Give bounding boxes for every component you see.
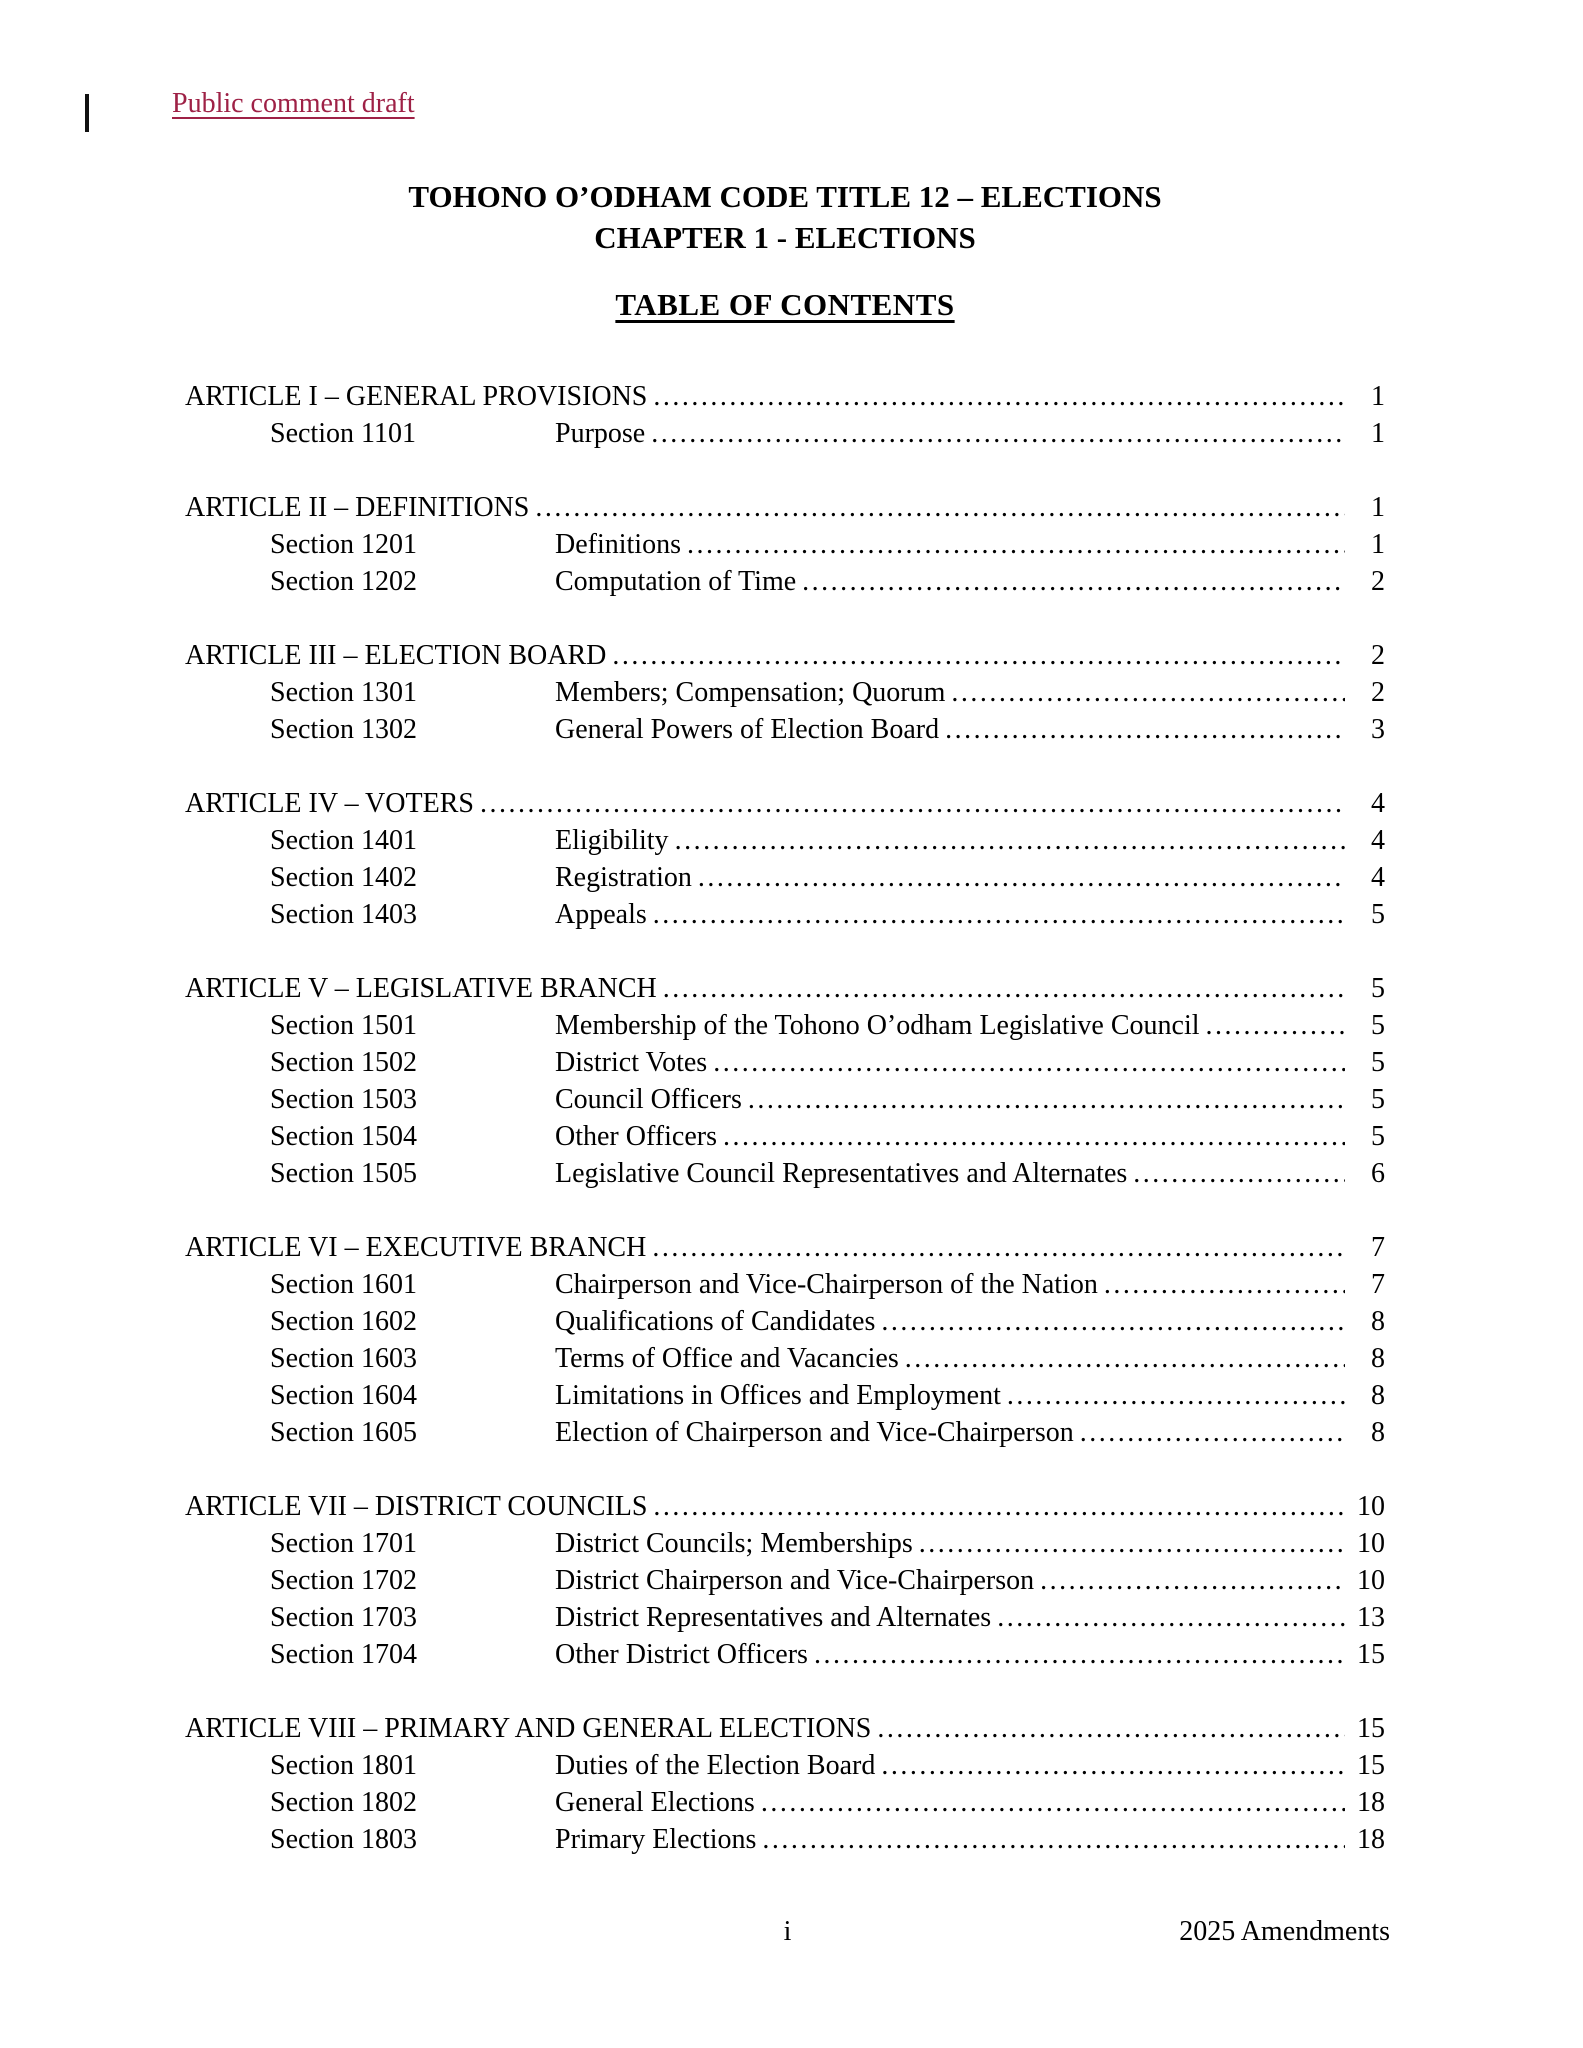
dot-leader (919, 1525, 1345, 1562)
dot-leader (653, 1488, 1345, 1525)
article-page: 5 (1371, 973, 1385, 1004)
section-page: 6 (1371, 1158, 1385, 1189)
article-title: ARTICLE VI – EXECUTIVE BRANCH (185, 1232, 647, 1263)
section-page: 10 (1357, 1565, 1385, 1596)
section-title: Computation of Time (555, 566, 797, 597)
section-title: District Representatives and Alternates (555, 1602, 992, 1633)
section-page: 2 (1371, 566, 1385, 597)
section-title: Qualifications of Candidates (555, 1306, 876, 1337)
section-title: General Elections (555, 1787, 755, 1818)
article-title: ARTICLE II – DEFINITIONS (185, 492, 530, 523)
section-page: 4 (1371, 825, 1385, 856)
section-number: Section 1801 (270, 1750, 417, 1781)
section-title: District Chairperson and Vice-Chairperson (555, 1565, 1035, 1596)
section-page: 8 (1371, 1343, 1385, 1374)
section-page: 7 (1371, 1269, 1385, 1300)
section-number: Section 1602 (270, 1306, 417, 1337)
dot-leader (762, 1821, 1345, 1858)
section-title: Other District Officers (555, 1639, 808, 1670)
toc-article-row (185, 970, 1385, 1007)
section-number: Section 1702 (270, 1565, 417, 1596)
section-number: Section 1101 (270, 418, 416, 449)
section-number: Section 1603 (270, 1343, 417, 1374)
article-page: 10 (1357, 1491, 1385, 1522)
section-title: Members; Compensation; Quorum (555, 677, 946, 708)
section-title: District Votes (555, 1047, 708, 1078)
section-number: Section 1502 (270, 1047, 417, 1078)
section-page: 1 (1371, 418, 1385, 449)
dot-leader (877, 1710, 1345, 1747)
toc-section-row (185, 1340, 1385, 1377)
section-number: Section 1601 (270, 1269, 417, 1300)
section-title: Eligibility (555, 825, 669, 856)
section-title: Council Officers (555, 1084, 742, 1115)
section-title: Purpose (555, 418, 646, 449)
section-title: Legislative Council Representatives and Alternates (555, 1158, 1128, 1189)
dot-leader (1080, 1414, 1345, 1451)
toc-section-row (185, 859, 1385, 896)
section-page: 5 (1371, 1121, 1385, 1152)
toc-article-row (185, 1488, 1385, 1525)
dot-leader (881, 1303, 1345, 1340)
document-title-line2: CHAPTER 1 - ELECTIONS (594, 220, 976, 255)
section-number: Section 1701 (270, 1528, 417, 1559)
dot-leader (698, 859, 1345, 896)
toc-section-row (185, 1044, 1385, 1081)
section-page: 1 (1371, 529, 1385, 560)
section-title: District Councils; Memberships (555, 1528, 913, 1559)
section-number: Section 1802 (270, 1787, 417, 1818)
dot-leader (535, 489, 1345, 526)
dot-leader (1104, 1266, 1345, 1303)
section-page: 8 (1371, 1380, 1385, 1411)
article-title: ARTICLE I – GENERAL PROVISIONS (185, 381, 648, 412)
section-number: Section 1604 (270, 1380, 417, 1411)
toc-section-row (185, 563, 1385, 600)
dot-leader (1007, 1377, 1345, 1414)
article-page: 4 (1371, 788, 1385, 819)
toc-article-group (185, 637, 1385, 748)
toc-section-row (185, 1636, 1385, 1673)
toc-section-row (185, 1007, 1385, 1044)
dot-leader (814, 1636, 1345, 1673)
section-title: Terms of Office and Vacancies (555, 1343, 899, 1374)
article-title: ARTICLE VII – DISTRICT COUNCILS (185, 1491, 648, 1522)
section-number: Section 1504 (270, 1121, 417, 1152)
section-number: Section 1505 (270, 1158, 417, 1189)
section-title: Chairperson and Vice-Chairperson of the Nation (555, 1269, 1098, 1300)
section-page: 5 (1371, 899, 1385, 930)
dot-leader (612, 637, 1345, 674)
dot-leader (761, 1784, 1345, 1821)
draft-watermark-label: Public comment draft (172, 88, 415, 119)
toc-article-group (185, 378, 1385, 452)
toc-section-row (185, 1155, 1385, 1192)
page-footer (185, 1916, 1390, 1956)
section-number: Section 1703 (270, 1602, 417, 1633)
section-page: 2 (1371, 677, 1385, 708)
section-page: 5 (1371, 1010, 1385, 1041)
document-title-line1: TOHONO O’ODHAM CODE TITLE 12 – ELECTIONS (408, 179, 1162, 214)
document-title (185, 176, 1385, 258)
section-number: Section 1402 (270, 862, 417, 893)
toc-section-row (185, 1747, 1385, 1784)
section-title: Election of Chairperson and Vice-Chairperson (555, 1417, 1074, 1448)
article-page: 15 (1357, 1713, 1385, 1744)
toc-section-row (185, 896, 1385, 933)
article-page: 7 (1371, 1232, 1385, 1263)
section-number: Section 1302 (270, 714, 417, 745)
section-title: Registration (555, 862, 692, 893)
section-number: Section 1403 (270, 899, 417, 930)
toc-article-group (185, 1710, 1385, 1858)
section-number: Section 1501 (270, 1010, 417, 1041)
article-title: ARTICLE V – LEGISLATIVE BRANCH (185, 973, 657, 1004)
toc-section-row (185, 526, 1385, 563)
article-title: ARTICLE VIII – PRIMARY AND GENERAL ELECTIONS (185, 1713, 872, 1744)
table-of-contents (185, 378, 1385, 1858)
section-number: Section 1803 (270, 1824, 417, 1855)
dot-leader (713, 1044, 1345, 1081)
toc-section-row (185, 1821, 1385, 1858)
dot-leader (1206, 1007, 1345, 1044)
section-title: Duties of the Election Board (555, 1750, 876, 1781)
dot-leader (652, 1229, 1345, 1266)
section-page: 3 (1371, 714, 1385, 745)
dot-leader (951, 674, 1345, 711)
dot-leader (1040, 1562, 1345, 1599)
dot-leader (905, 1340, 1345, 1377)
toc-section-row (185, 711, 1385, 748)
toc-article-group (185, 1229, 1385, 1451)
section-title: Appeals (555, 899, 647, 930)
dot-leader (480, 785, 1345, 822)
dot-leader (997, 1599, 1345, 1636)
section-page: 15 (1357, 1639, 1385, 1670)
toc-article-row (185, 785, 1385, 822)
section-number: Section 1704 (270, 1639, 417, 1670)
toc-article-group (185, 970, 1385, 1192)
section-page: 18 (1357, 1824, 1385, 1855)
section-page: 4 (1371, 862, 1385, 893)
toc-section-row (185, 1081, 1385, 1118)
article-title: ARTICLE III – ELECTION BOARD (185, 640, 607, 671)
section-number: Section 1401 (270, 825, 417, 856)
section-page: 8 (1371, 1417, 1385, 1448)
article-page: 2 (1371, 640, 1385, 671)
toc-section-row (185, 1414, 1385, 1451)
dot-leader (881, 1747, 1345, 1784)
toc-section-row (185, 1266, 1385, 1303)
dot-leader (723, 1118, 1345, 1155)
dot-leader (663, 970, 1345, 1007)
toc-article-row (185, 489, 1385, 526)
footer-page-number: i (783, 1916, 792, 1947)
article-title: ARTICLE IV – VOTERS (185, 788, 474, 819)
toc-article-row (185, 378, 1385, 415)
section-title: Definitions (555, 529, 681, 560)
toc-article-row (185, 1710, 1385, 1747)
dot-leader (1133, 1155, 1345, 1192)
section-page: 15 (1357, 1750, 1385, 1781)
dot-leader (651, 415, 1345, 452)
section-number: Section 1605 (270, 1417, 417, 1448)
toc-section-row (185, 674, 1385, 711)
section-title: Limitations in Offices and Employment (555, 1380, 1001, 1411)
revision-change-bar-icon (85, 94, 89, 132)
section-page: 10 (1357, 1528, 1385, 1559)
article-page: 1 (1371, 381, 1385, 412)
dot-leader (945, 711, 1345, 748)
section-page: 8 (1371, 1306, 1385, 1337)
section-number: Section 1202 (270, 566, 417, 597)
toc-section-row (185, 1303, 1385, 1340)
toc-article-row (185, 1229, 1385, 1266)
dot-leader (653, 378, 1345, 415)
dot-leader (748, 1081, 1345, 1118)
section-page: 5 (1371, 1084, 1385, 1115)
dot-leader (687, 526, 1345, 563)
toc-section-row (185, 1784, 1385, 1821)
dot-leader (675, 822, 1345, 859)
section-page: 13 (1357, 1602, 1385, 1633)
section-number: Section 1301 (270, 677, 417, 708)
toc-article-row (185, 637, 1385, 674)
toc-section-row (185, 822, 1385, 859)
toc-section-row (185, 1118, 1385, 1155)
toc-section-row (185, 1525, 1385, 1562)
section-page: 18 (1357, 1787, 1385, 1818)
section-title: Primary Elections (555, 1824, 757, 1855)
article-page: 1 (1371, 492, 1385, 523)
section-title: Other Officers (555, 1121, 717, 1152)
toc-section-row (185, 1562, 1385, 1599)
toc-article-group (185, 785, 1385, 933)
section-title: Membership of the Tohono O’odham Legislative Council (555, 1010, 1200, 1041)
section-title: General Powers of Election Board (555, 714, 940, 745)
section-number: Section 1201 (270, 529, 417, 560)
toc-section-row (185, 1599, 1385, 1636)
toc-article-group (185, 489, 1385, 600)
toc-section-row (185, 1377, 1385, 1414)
toc-section-row (185, 415, 1385, 452)
dot-leader (653, 896, 1345, 933)
section-page: 5 (1371, 1047, 1385, 1078)
toc-heading: TABLE OF CONTENTS (615, 287, 955, 322)
section-number: Section 1503 (270, 1084, 417, 1115)
dot-leader (802, 563, 1345, 600)
toc-article-group (185, 1488, 1385, 1673)
footer-amendments-label: 2025 Amendments (1179, 1916, 1390, 1947)
